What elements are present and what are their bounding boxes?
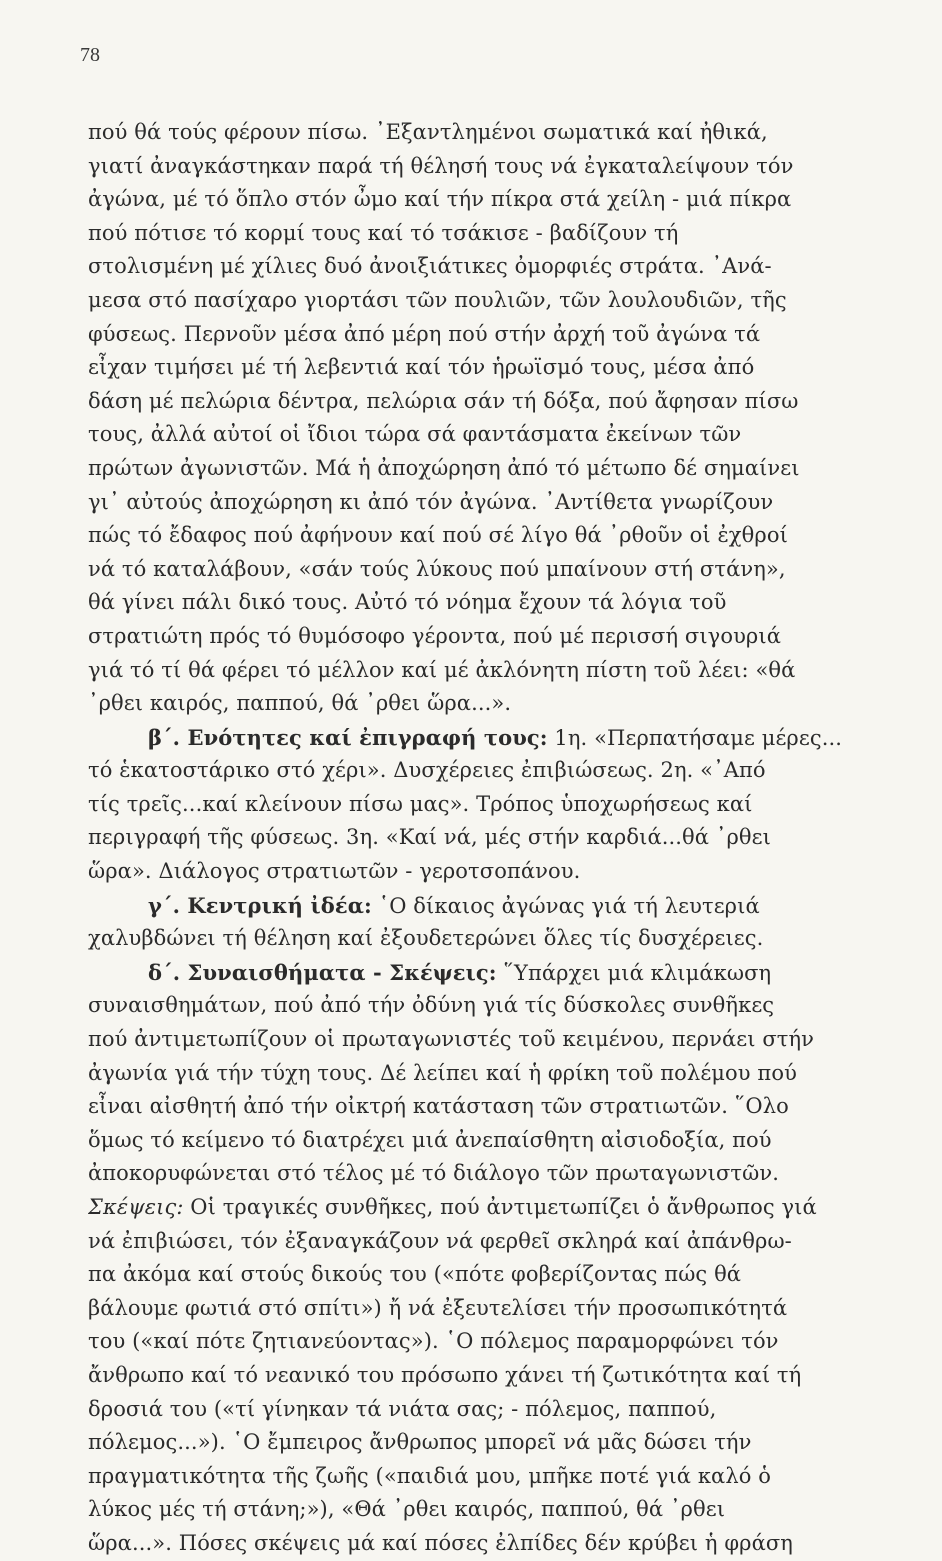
text-segment: ὥρα». Διάλογος στρατιωτῶν - γεροτσοπάνου. <box>88 859 581 884</box>
text-line <box>88 1292 908 1326</box>
text-line <box>88 217 908 251</box>
text-segment: γιατί ἀναγκάστηκαν παρά τή θέλησή τους νά ἐγκαταλείψουν τόν <box>88 153 794 178</box>
italic-label: Σκέψεις: <box>88 1195 184 1219</box>
body-text <box>88 116 908 1561</box>
text-line <box>88 183 908 217</box>
text-segment: μεσα στό πασίχαρο γιορτάσι τῶν πουλιῶν, τῶν λουλουδιῶν, τῆς <box>88 287 787 312</box>
text-segment: πραγματικότητα τῆς ζωῆς («παιδιά μου, μπῆκε ποτέ γιά καλό ὁ <box>88 1463 772 1488</box>
text-segment: πα ἀκόμα καί στούς δικούς του («πότε φοβερίζοντας πώς θά <box>88 1262 742 1287</box>
bold-heading: Συναισθήματα - Σκέψεις: <box>187 959 497 985</box>
page-number: 78 <box>80 44 100 66</box>
text-line <box>88 1527 908 1561</box>
bold-heading: γ΄. <box>148 892 188 918</box>
text-segment: του («καί πότε ζητιανεύοντας»). ῾Ο πόλεμος παραμορφώνει τόν <box>88 1329 779 1354</box>
text-segment: φύσεως. Περνοῦν μέσα ἀπό μέρη πού στήν ἀρχή τοῦ ἀγώνα τά <box>88 321 761 346</box>
text-segment: ἀγωνία γιά τήν τύχη τους. Δέ λείπει καί ἡ φρίκη τοῦ πολέμου πού <box>88 1060 797 1085</box>
text-line <box>88 721 908 755</box>
text-line <box>88 889 908 923</box>
text-line <box>88 586 908 620</box>
text-line <box>88 351 908 385</box>
text-segment: ἄνθρωπο καί τό νεανικό του πρόσωπο χάνει τή ζωτικότητα καί τή <box>88 1362 802 1387</box>
text-line <box>88 1493 908 1527</box>
text-line <box>88 1460 908 1494</box>
text-line <box>88 956 908 990</box>
text-segment: τό ἑκατοστάρικο στό χέρι». Δυσχέρειες ἐπιβιώσεως. 2η. «᾿Από <box>88 758 766 783</box>
text-segment: περιγραφή τῆς φύσεως. 3η. «Καί νά, μές στήν καρδιά...θά ᾿ρθει <box>88 825 771 850</box>
text-line <box>88 687 908 721</box>
bold-heading: Κεντρική ἰδέα: <box>187 892 372 918</box>
text-segment: δάση μέ πελώρια δέντρα, πελώρια σάν τή δόξα, πού ἄφησαν πίσω <box>88 388 799 413</box>
text-line <box>88 452 908 486</box>
text-segment: εἶχαν τιμήσει μέ τή λεβεντιά καί τόν ἡρωϊσμό τους, μέσα ἀπό <box>88 355 755 380</box>
text-line <box>88 855 908 889</box>
text-segment: στολισμένη μέ χίλιες δυό ἀνοιξιάτικες ὀμορφιές στράτα. ᾿Ανά- <box>88 254 772 279</box>
bold-heading: β΄. <box>148 724 188 750</box>
text-line <box>88 385 908 419</box>
text-line <box>88 1124 908 1158</box>
text-segment: νά τό καταλάβουν, «σάν τούς λύκους πού μπαίνουν στή στάνη», <box>88 556 786 581</box>
text-segment: λύκος μές τή στάνη;»), «Θά ᾿ρθει καιρός, παππού, θά ᾿ρθει <box>88 1497 726 1522</box>
text-line <box>88 1057 908 1091</box>
text-segment: ῾Ο δίκαιος ἀγώνας γιά τή λευτεριά <box>371 893 760 918</box>
text-segment: πού θά τούς φέρουν πίσω. ᾿Εξαντλημένοι σωματικά καί ἠθικά, <box>88 120 768 144</box>
text-line <box>88 754 908 788</box>
text-line <box>88 116 908 150</box>
text-segment: ἀγώνα, μέ τό ὅπλο στόν ὦμο καί τήν πίκρα στά χείλη - μιά πίκρα <box>88 187 792 212</box>
text-segment: 1η. «Περπατήσαμε μέρες... <box>547 725 843 750</box>
text-segment: ὅμως τό κείμενο τό διατρέχει μιά ἀνεπαίσθητη αἰσιοδοξία, πού <box>88 1127 772 1152</box>
text-segment: ᾿ρθει καιρός, παππού, θά ᾿ρθει ὥρα...». <box>88 691 512 716</box>
text-segment: δροσιά του («τί γίνηκαν τά νιάτα σας; - πόλεμος, παππού, <box>88 1396 717 1421</box>
text-line <box>88 150 908 184</box>
text-segment: ὥρα...». Πόσες σκέψεις μά καί πόσες ἐλπίδες δέν κρύβει ἡ φράση <box>88 1530 793 1555</box>
text-line <box>88 284 908 318</box>
text-segment: χαλυβδώνει τή θέληση καί ἐξουδετερώνει ὅλες τίς δυσχέρειες. <box>88 926 764 951</box>
text-segment: θά γίνει πάλι δικό τους. Αὐτό τό νόημα ἔχουν τά λόγια τοῦ <box>88 590 727 615</box>
text-segment: βάλουμε φωτιά στό σπίτι») ἤ νά ἐξευτελίσει τήν προσωπικότητά <box>88 1295 788 1320</box>
text-line <box>88 1225 908 1259</box>
text-segment: πού ἀντιμετωπίζουν οἱ πρωταγωνιστές τοῦ κειμένου, περνάει στήν <box>88 1027 815 1052</box>
text-segment: τίς τρεῖς...καί κλείνουν πίσω μας». Τρόπος ὑποχωρήσεως καί <box>88 791 753 816</box>
text-segment: συναισθημάτων, πού ἀπό τήν ὀδύνη γιά τίς δύσκολες συνθῆκες <box>88 993 775 1018</box>
text-line <box>88 989 908 1023</box>
text-segment: γιά τό τί θά φέρει τό μέλλον καί μέ ἀκλόνητη πίστη τοῦ λέει: «θά <box>88 657 796 682</box>
text-segment: γι᾿ αὐτούς ἀποχώρηση κι ἀπό τόν ἀγώνα. ᾿Αντίθετα γνωρίζουν <box>88 489 774 514</box>
text-line <box>88 654 908 688</box>
bold-heading: δ΄. <box>148 959 188 985</box>
text-segment: τους, ἀλλά αὐτοί οἱ ἴδιοι τώρα σά φαντάσματα ἐκείνων τῶν <box>88 422 742 447</box>
text-line <box>88 1325 908 1359</box>
text-line <box>88 922 908 956</box>
text-segment: στρατιώτη πρός τό θυμόσοφο γέροντα, πού μέ περισσή σιγουριά <box>88 623 781 648</box>
text-line <box>88 1359 908 1393</box>
text-line <box>88 1090 908 1124</box>
text-line <box>88 318 908 352</box>
text-line <box>88 1258 908 1292</box>
text-segment: νά ἐπιβιώσει, τόν ἐξαναγκάζουν νά φερθεῖ σκληρά καί ἀπάνθρω- <box>88 1228 792 1253</box>
text-segment: πώς τό ἔδαφος πού ἀφήνουν καί πού σέ λίγο θά ᾿ρθοῦν οἱ ἐχθροί <box>88 523 788 548</box>
text-line <box>88 519 908 553</box>
text-segment: πρώτων ἀγωνιστῶν. Μά ἡ ἀποχώρηση ἀπό τό μέτωπο δέ σημαίνει <box>88 455 800 480</box>
text-segment: Οἱ τραγικές συνθῆκες, πού ἀντιμετωπίζει ὁ ἄνθρωπος γιά <box>183 1195 817 1219</box>
text-line <box>88 1191 908 1225</box>
text-segment: πού πότισε τό κορμί τους καί τό τσάκισε - βαδίζουν τή <box>88 220 679 245</box>
text-line <box>88 1426 908 1460</box>
text-line <box>88 553 908 587</box>
text-line <box>88 788 908 822</box>
text-line <box>88 250 908 284</box>
text-segment: πόλεμος...»). ῾Ο ἔμπειρος ἄνθρωπος μπορεῖ νά μᾶς δώσει τήν <box>88 1430 752 1455</box>
bold-heading: Ενότητες καί ἐπιγραφή τους: <box>187 724 548 750</box>
text-line <box>88 418 908 452</box>
text-segment: ἀποκορυφώνεται στό τέλος μέ τό διάλογο τῶν πρωταγωνιστῶν. <box>88 1161 780 1186</box>
text-line <box>88 821 908 855</box>
text-segment: εἶναι αἰσθητή ἀπό τήν οἰκτρή κατάσταση τῶν στρατιωτῶν. ῞Ολο <box>88 1094 789 1119</box>
text-segment: ῞Υπάρχει μιά κλιμάκωση <box>496 960 772 985</box>
text-line <box>88 620 908 654</box>
text-line <box>88 1157 908 1191</box>
text-line <box>88 486 908 520</box>
text-line <box>88 1023 908 1057</box>
text-line <box>88 1393 908 1427</box>
